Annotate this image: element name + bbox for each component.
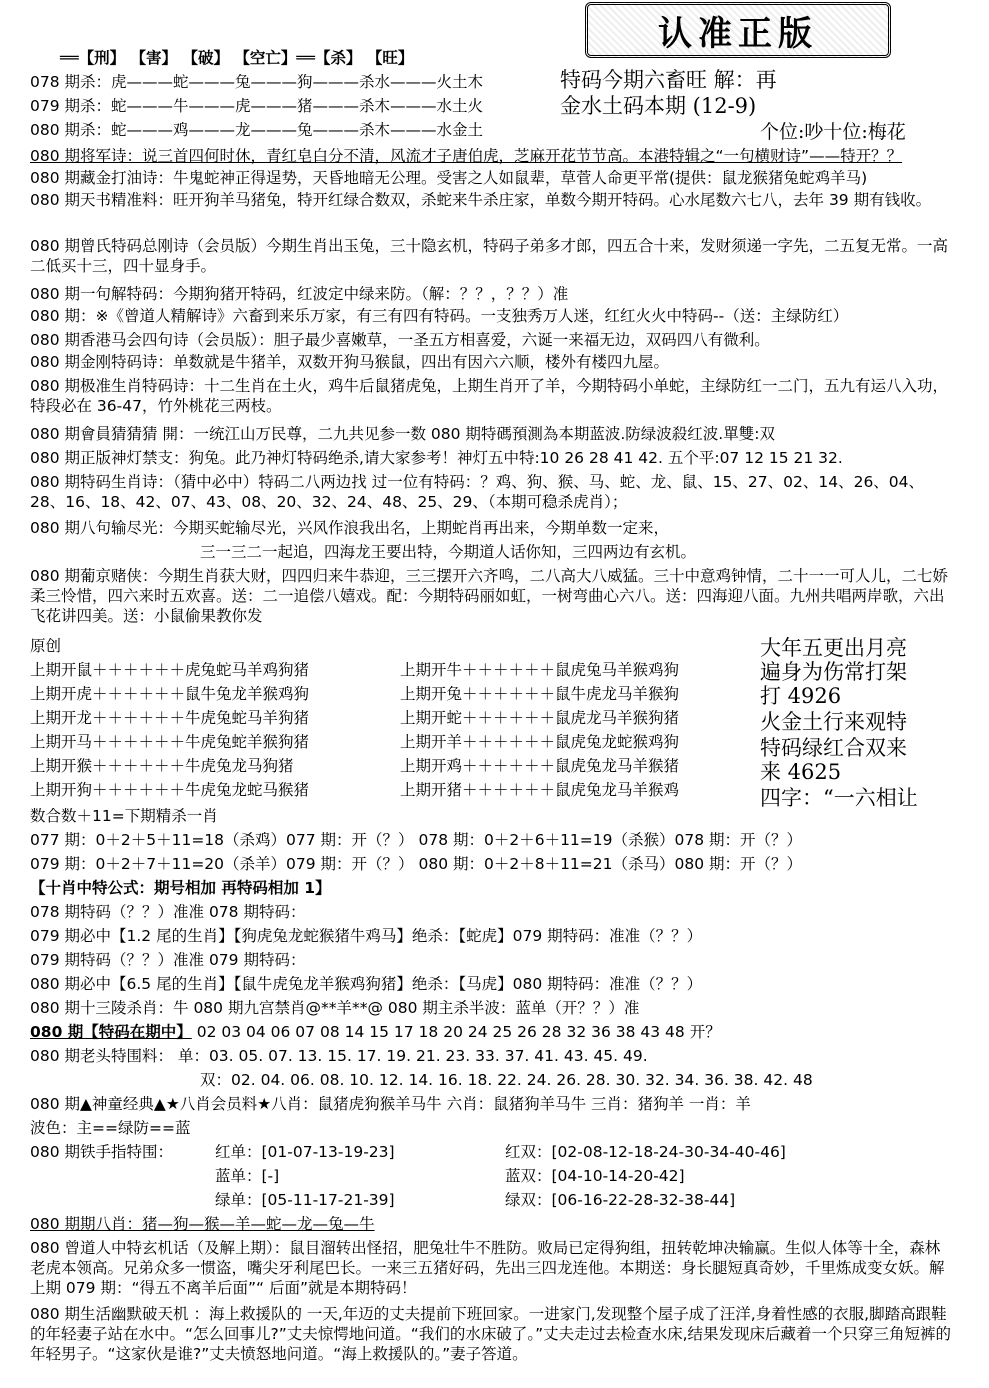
tieshou-hongdan: 红单：[01-07-13-19-23] [215,1143,395,1161]
para-bajushu-1: 080 期八句输尽光：今期买蛇输尽光，兴风作浪我出名，上期蛇肖再出来，今期单数一定来， [30,519,670,537]
formula-line: 078 期特码（？？）准准 078 期特码： [30,903,306,921]
right-col-row: 上期开兔＋＋＋＋＋＋鼠牛虎龙马羊猴狗 [400,685,680,703]
tieshou-hongshuang: 红双：[02-08-12-18-24-30-34-40-46] [505,1143,786,1161]
bose-line: 波色：主==绿防==蓝 [30,1119,191,1137]
formula-line: 077 期：0＋2＋5＋11=18（杀鸡）077 期：开（？） 078 期：0＋2＋6＋11=19（杀猴）078 期：开（？） [30,831,803,849]
left-col-row: 上期开虎＋＋＋＋＋＋鼠牛兔龙羊猴鸡狗 [30,685,310,703]
para-pujing: 080 期葡京赌侠：今期生肖获大财，四四归来牛恭迎，三三摆开六齐鸣，二八高大八威猛。三十中意鸡钟情，二十一一可人儿，二七娇柔三怜惜，四六来时五欢喜。送：二一追偿八嬉戏。配：今期特码丽如虹，一树弯曲心六八。送：四海迎八面。九州共唱两岸歌，六出飞花讲四美。送：小鼠偷果教你发 [30,567,949,625]
zaiqi-label: 080 期【特码在期中】 [30,1023,192,1041]
formula-line: 080 期必中【6.5 尾的生肖】【鼠牛虎兔龙羊猴鸡狗猪】绝杀：【马虎】080 期特码：准准（？？） [30,975,703,993]
side-poem-line: 遍身为伤常打架 [760,660,907,684]
formula-line: 数合数＋11=下期精杀一肖 [30,807,218,825]
left-col-row: 上期开鼠＋＋＋＋＋＋虎兔蛇马羊鸡狗猪 [30,661,310,679]
para-bajushu-2: 三一三二一起追，四海龙王要出特，今期道人话你知，三四两边有玄机。 [200,543,697,561]
zaiqi-line [30,1022,721,1042]
left-col-row: 上期开狗＋＋＋＋＋＋牛虎兔龙蛇马猴猪 [30,781,310,799]
right-col-row: 上期开羊＋＋＋＋＋＋鼠虎兔龙蛇猴鸡狗 [400,733,680,751]
formula-line: 079 期：0＋2＋7＋11=20（杀羊）079 期：开（？） 080 期：0＋2＋8＋11=21（杀马）080 期：开（？） [30,855,803,873]
para-jizhun: 080 期极准生肖特码诗：十二生肖在土火，鸡牛后鼠猪虎兔，上期生肖开了羊，今期特码小单蛇，主绿防红一二门，五九有运八入功，特段必在 36-47，竹外桃花三两枝。 [30,377,949,415]
side-poem-line: 大年五更出月亮 [760,636,907,660]
authentic-stamp: 认准正版 [585,2,891,58]
shentong-line: 080 期▲神童经典▲★八肖会员料★八肖：鼠猪虎狗猴羊马牛 六肖：鼠猪狗羊马牛 三肖：猪狗羊 一肖：羊 [30,1095,751,1113]
para-shengxiao: 080 期特码生肖诗：（猜中必中）特码二八两边找 过一位有特码：？鸡、狗、猴、马、蛇、龙、鼠、15、27、02、14、26、04、28、16、18、42、07、43、08、20、32、24、48、25、29、（本期可稳杀虎肖）； [30,473,925,511]
para-jiangjun: 080 期将军诗：说三首四何时休，青红皂白分不清，风流才子唐伯虎，芝麻开花节节高。本港特辑之“一句横财诗”——特开？？ [30,147,903,165]
yuanchuang-label: 原创 [30,637,62,655]
side-poem-line: 四字：“一六相让 [760,786,918,810]
tieshou-lvshuang: 绿双：[06-16-22-28-32-38-44] [505,1191,736,1209]
right-col-row: 上期开鸡＋＋＋＋＋＋鼠虎兔龙马羊猴猪 [400,757,680,775]
left-col-row: 上期开龙＋＋＋＋＋＋牛虎兔蛇马羊狗猪 [30,709,310,727]
zengdao-para: 080 曾道人中特玄机话（及解上期）：鼠目溜转出怪招，肥兔壮牛不胜防。败局已定得狗组，扭转乾坤决输赢。生似人体等十全，森林老虎本领高。兄弟众多一惯盗，嘴尖牙利尾巴长。一来三五猪好码，先出三四龙连他。本期送：身长腿短真奇妙，千里炼成变女妖。解上期 079 期：“得五不离羊后面”“ 后面”就是本期特码！ [30,1239,945,1297]
para-huiyuan: 080 期會員猜猜猜 開：一统江山万民尊，二九共见参一数 080 期特碼預測為本期蓝波.防绿波殺红波.單雙:双 [30,425,775,443]
side-poem-line: 火金土行来观特 [760,710,907,734]
left-col-row: 上期开马＋＋＋＋＋＋牛虎兔蛇羊猴狗猪 [30,733,310,751]
left-col-row: 上期开猴＋＋＋＋＋＋牛虎兔龙马狗猪 [30,757,294,775]
tieshou-landan: 蓝单：[-] [215,1167,280,1185]
side-poem-line: 打 4926 [760,684,842,708]
kill-row-078: 078 期杀：虎———蛇———兔———狗———杀水———火土木 [30,73,484,91]
right-note-3: 个位:吵十位:梅花 [760,121,906,143]
right-note-2: 金水土码本期 (12-9) [560,94,757,118]
right-col-row: 上期开猪＋＋＋＋＋＋鼠虎兔龙马羊猴鸡 [400,781,680,799]
right-note-1: 特码今期六畜旺 解：再 [560,68,777,92]
header-row: ══【刑】 【害】 【破】 【空亡】══【杀】 【旺】 [60,49,414,67]
para-zengdaoren: 080 期：※《曾道人精解诗》六畜到来乐万家，有三有四有特码。一支独秀万人迷，红红火火中特码--（送：主绿防红） [30,307,849,325]
tieshou-lvdan: 绿单：[05-11-17-21-39] [215,1191,395,1209]
para-yiju: 080 期一句解特码：今期狗猪开特码，红波定中绿来防。（解：？？，？？）准 [30,285,569,303]
formula-title: 【十肖中特公式：期号相加 再特码相加 1】 [30,879,331,897]
para-zengshi: 080 期曾氏特码总刚诗（会员版）今期生肖出玉兔，三十隐玄机，特码子弟多才郎，四五合十来，发财须递一字先，二五复无常。一高二低买十三，四十显身手。 [30,237,949,275]
kill-row-079: 079 期杀：蛇———牛———虎———猪———杀木———水土火 [30,97,484,115]
zaiqi-numbers: 02 03 04 06 07 08 14 15 17 18 20 24 25 26 28 32 36 38 43 48 开？ [196,1023,721,1041]
para-tianshu: 080 期天书精准料：旺开狗羊马猪兔，特开红绿合数双，杀蛇来牛杀庄家，单数今期开特码。心水尾数六七八，去年 39 期有钱收。 [30,191,932,209]
para-mahui: 080 期香港马会四句诗（会员版）：胆子最少喜嫩草，一圣五方相喜爱，六诞一来福无边，双码四八有微利。 [30,331,770,349]
shenghuo-para: 080 期生活幽默破天机 ：海上救援队的 一天,年迈的丈夫提前下班回家。一进家门,发现整个屋子成了汪洋,身着性感的衣服,脚踏高跟鞋的年轻妻子站在水中。“怎么回事儿?”丈夫惊愕地问道。“我们的水床破了。”丈夫走过去检查水床,结果发现床后藏着一个只穿三角短裤的年轻男子。“这家伙是谁?”丈夫愤怒地问道。“海上救援队的。”妻子答道。 [30,1305,952,1363]
side-poem-line: 来 4625 [760,760,842,784]
formula-line: 079 期必中【1.2 尾的生肖】【狗虎兔龙蛇猴猪牛鸡马】绝杀：【蛇虎】079 期特码：准准（？？） [30,927,703,945]
tieshou-lanshuang: 蓝双：[04-10-14-20-42] [505,1167,685,1185]
side-poem-line: 特码绿红合双来 [760,736,907,760]
para-cangjin: 080 期藏金打油诗：牛鬼蛇神正得逞势，天昏地暗无公理。受害之人如鼠辈，草菅人命更平常(提供：鼠龙猴猪兔蛇鸡羊马) [30,169,868,187]
para-jingang: 080 期金刚特码诗：单数就是牛猪羊，双数开狗马猴鼠，四出有因六六顺，楼外有楼四九屋。 [30,353,670,371]
formula-line: 079 期特码（？？）准准 079 期特码： [30,951,306,969]
baxiao-line: 080 期期八肖：猪—狗—猴—羊—蛇—龙—兔—牛 [30,1215,375,1233]
laotou-line-2: 双：02. 04. 06. 08. 10. 12. 14. 16. 18. 22. 24. 26. 28. 30. 32. 34. 36. 38. 42. 48 [200,1071,813,1089]
kill-row-080: 080 期杀：蛇———鸡———龙———兔———杀木———水金土 [30,121,484,139]
para-shendeng: 080 期正版神灯禁支：狗兔。此乃神灯特码绝杀,请大家参考！神灯五中特:10 26 28 41 42. 五个平:07 12 15 21 32. [30,449,843,467]
right-col-row: 上期开蛇＋＋＋＋＋＋鼠虎龙马羊猴狗猪 [400,709,680,727]
formula-line: 080 期十三陵杀肖：牛 080 期九宫禁肖@**羊**@ 080 期主杀半波：蓝单（开？？）准 [30,999,640,1017]
laotou-line-1: 080 期老头特围料： 单：03. 05. 07. 13. 15. 17. 19. 21. 23. 33. 37. 41. 43. 45. 49. [30,1047,648,1065]
right-col-row: 上期开牛＋＋＋＋＋＋鼠虎兔马羊猴鸡狗 [400,661,680,679]
tieshou-label: 080 期铁手指特围： [30,1143,174,1161]
